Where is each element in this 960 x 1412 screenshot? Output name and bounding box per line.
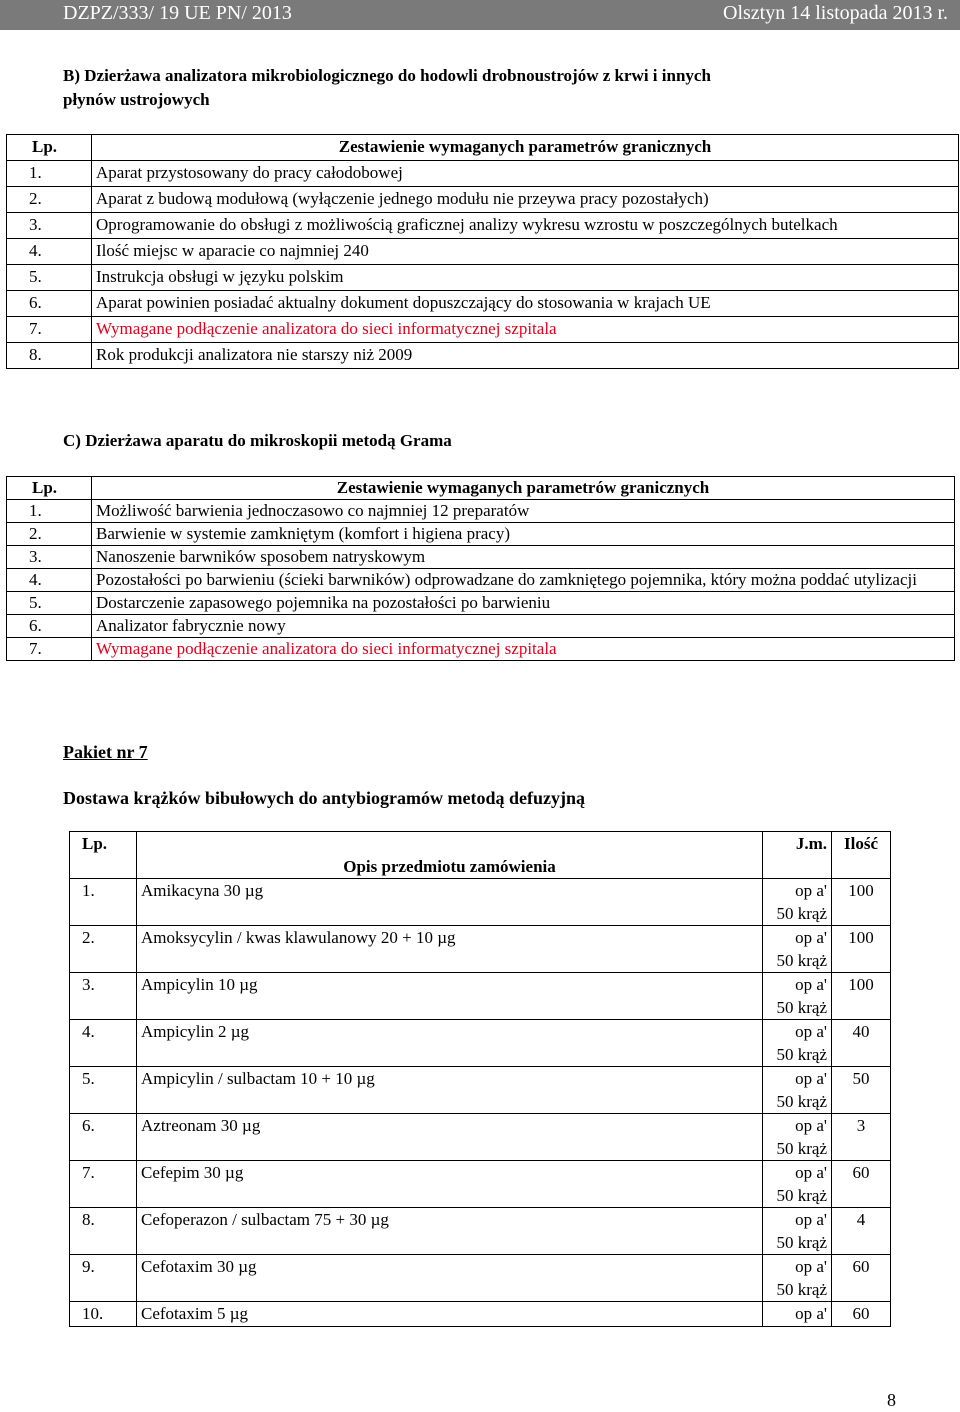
- section-c-table: [6, 476, 955, 661]
- table-row: 8. Rok produkcji analizatora nie starszy niż 2009: [7, 343, 959, 369]
- table-row: 4. Ampicylin 2 µg op a' 50 krąż 40: [70, 1020, 891, 1067]
- table-header-row: [7, 135, 959, 161]
- table-header-row: [7, 477, 955, 500]
- table-row: 4. Pozostałości po barwieniu (ścieki barwników) odprowadzane do zamkniętego pojemnika, który można poddać utylizacji: [7, 569, 955, 592]
- table-row: 5. Instrukcja obsługi w języku polskim: [7, 265, 959, 291]
- page-number: 8: [887, 1390, 896, 1410]
- table-row: 3. Oprogramowanie do obsługi z możliwością graficznej analizy wykresu wzrostu w poszczególnych butelkach: [7, 213, 959, 239]
- col-param-header: Zestawienie wymaganych parametrów granicznych: [92, 135, 959, 161]
- col-desc-header: Opis przedmiotu zamówienia: [137, 832, 763, 879]
- package-title: Pakiet nr 7: [63, 742, 148, 762]
- col-qty-header: Ilość: [832, 832, 891, 879]
- col-lp-header: Lp.: [70, 832, 137, 879]
- table-row: 1. Amikacyna 30 µg op a' 50 krąż 100: [70, 879, 891, 926]
- col-param-header: Zestawienie wymaganych parametrów granicznych: [92, 477, 955, 500]
- table-row: 3. Ampicylin 10 µg op a' 50 krąż 100: [70, 973, 891, 1020]
- col-jm-header: J.m.: [763, 832, 832, 879]
- package-subtitle: Dostawa krążków bibułowych do antybiogramów metodą defuzyjną: [63, 788, 586, 808]
- table-row: 6. Aztreonam 30 µg op a' 50 krąż 3: [70, 1114, 891, 1161]
- table-row: 4. Ilość miejsc w aparacie co najmniej 240: [7, 239, 959, 265]
- table-row: 1. Możliwość barwienia jednoczasowo co najmniej 12 preparatów: [7, 500, 955, 523]
- table-row: 6. Aparat powinien posiadać aktualny dokument dopuszczający do stosowania w krajach UE: [7, 291, 959, 317]
- table-row: 2. Barwienie w systemie zamkniętym (komfort i higiena pracy): [7, 523, 955, 546]
- table-row: 7. Wymagane podłączenie analizatora do sieci informatycznej szpitala: [7, 638, 955, 661]
- section-b-title: B) Dzierżawa analizatora mikrobiologicznego do hodowli drobnoustrojów z krwi i innych płynów ustrojowych: [63, 66, 711, 109]
- table-row: 9. Cefotaxim 30 µg op a' 50 krąż 60: [70, 1255, 891, 1302]
- table-header-row: [70, 832, 891, 879]
- table-row: 5. Dostarczenie zapasowego pojemnika na pozostałości po barwieniu: [7, 592, 955, 615]
- col-lp-header: Lp.: [7, 135, 92, 161]
- table-row: 7. Cefepim 30 µg op a' 50 krąż 60: [70, 1161, 891, 1208]
- table-row: 8. Cefoperazon / sulbactam 75 + 30 µg op a' 50 krąż 4: [70, 1208, 891, 1255]
- table-row: 7. Wymagane podłączenie analizatora do sieci informatycznej szpitala: [7, 317, 959, 343]
- table-row: 5. Ampicylin / sulbactam 10 + 10 µg op a' 50 krąż 50: [70, 1067, 891, 1114]
- table-row: 2. Aparat z budową modułową (wyłączenie jednego modułu nie przeywa pracy pozostałych): [7, 187, 959, 213]
- package-table: [69, 831, 891, 1327]
- page-header: [0, 0, 960, 30]
- col-lp-header: Lp.: [7, 477, 92, 500]
- section-b-table: [6, 134, 959, 369]
- table-row: 3. Nanoszenie barwników sposobem natryskowym: [7, 546, 955, 569]
- table-row: 1. Aparat przystosowany do pracy całodobowej: [7, 161, 959, 187]
- document-reference: DZPZ/333/ 19 UE PN/ 2013: [63, 2, 292, 24]
- place-date: Olsztyn 14 listopada 2013 r.: [723, 2, 948, 24]
- table-row: 2. Amoksycylin / kwas klawulanowy 20 + 10 µg op a' 50 krąż 100: [70, 926, 891, 973]
- table-row: 6. Analizator fabrycznie nowy: [7, 615, 955, 638]
- section-c-title: C) Dzierżawa aparatu do mikroskopii metodą Grama: [63, 431, 452, 450]
- table-row: 10. Cefotaxim 5 µg op a' 60: [70, 1302, 891, 1327]
